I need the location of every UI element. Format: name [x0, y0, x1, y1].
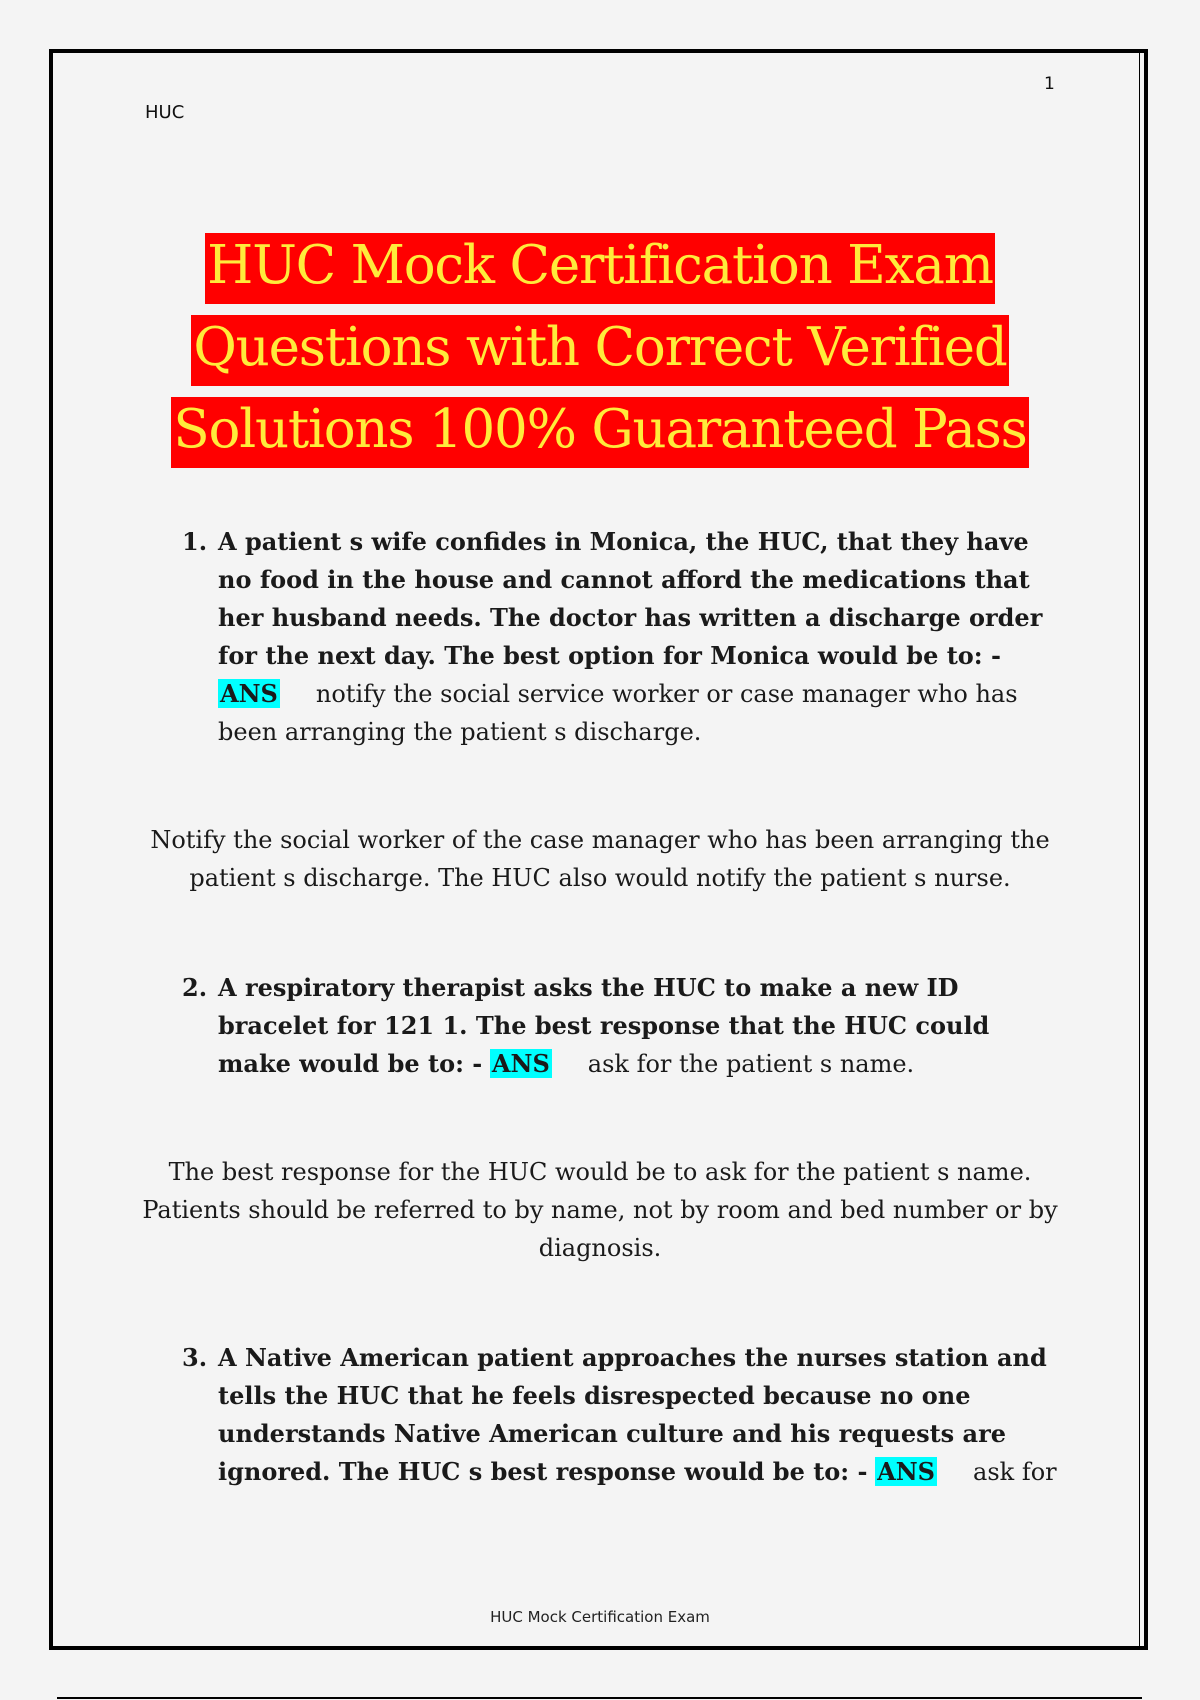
- question-item-3: [182, 1339, 1058, 1491]
- document-title: [60, 225, 1140, 471]
- question-item-1: [182, 523, 1058, 751]
- explanation-2: The best response for the HUC would be to ask for the patient s name. Patients should be referred to by name, not by room and bed number or by diagnosis.: [142, 1158, 1058, 1262]
- page-number: 1: [1044, 74, 1055, 94]
- header-label: HUC: [145, 102, 185, 123]
- explanation-1: Notify the social worker of the case manager who has been arranging the patient s discharge. The HUC also would notify the patient s nurse.: [150, 826, 1050, 892]
- question-text: A respiratory therapist asks the HUC to make a new ID bracelet for 121 1. The best response that the HUC could make would be to: -: [218, 973, 990, 1078]
- answer-text: ask for: [973, 1458, 1057, 1486]
- answer-text: ask for the patient s name.: [587, 1050, 915, 1078]
- question-number: 2.: [182, 973, 208, 1002]
- title-line: Solutions 100% Guaranteed Pass: [171, 397, 1028, 468]
- ans-label: ANS: [220, 679, 278, 708]
- title-line: Questions with Correct Verified: [191, 315, 1008, 386]
- ans-label: ANS: [877, 1457, 936, 1486]
- question-number: 3.: [182, 1343, 208, 1372]
- page-footer: HUC Mock Certification Exam: [490, 1608, 710, 1626]
- ans-label: ANS: [491, 1049, 550, 1078]
- title-line: HUC Mock Certification Exam: [205, 233, 995, 304]
- question-number: 1.: [182, 527, 208, 556]
- next-page-edge: [57, 1697, 1142, 1699]
- question-text: A patient s wife confides in Monica, the HUC, that they have no food in the house and cannot afford the medications that her husband needs. The doctor has written a discharge order for the next day. The best option for Monica would be to: -: [218, 527, 1043, 670]
- question-text: A Native American patient approaches the nurses station and tells the HUC that he feels disrespected because no one understands Native American culture and his requests are ignored. The HUC s best response would be to: -: [218, 1343, 1047, 1486]
- answer-text: notify the social service worker or case manager who has been arranging the patient s discharge.: [218, 680, 1018, 746]
- question-item-2: [182, 969, 1058, 1083]
